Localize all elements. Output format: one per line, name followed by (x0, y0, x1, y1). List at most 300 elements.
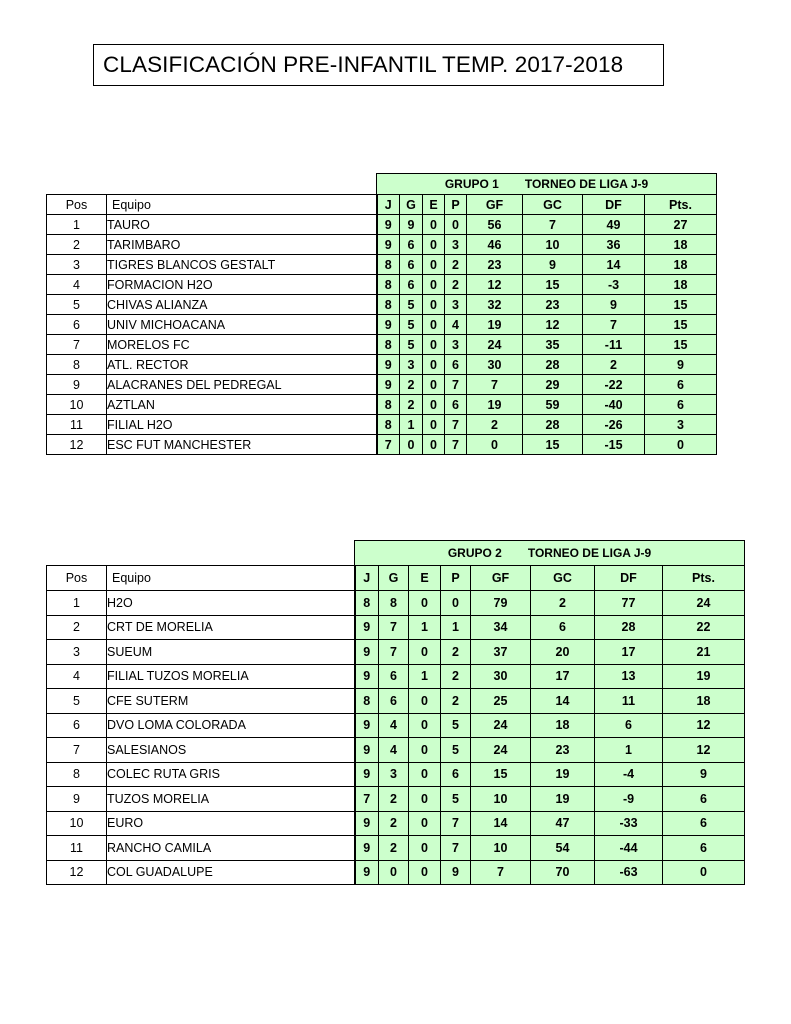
cell-g: 2 (379, 836, 409, 861)
cell-team: AZTLAN (107, 395, 377, 415)
cell-pos: 2 (47, 615, 107, 640)
table-row (47, 762, 745, 787)
cell-g: 6 (379, 689, 409, 714)
cell-j: 8 (377, 275, 400, 295)
table-row (47, 664, 745, 689)
cell-e: 0 (423, 275, 445, 295)
cell-e: 0 (423, 435, 445, 455)
cell-p: 2 (441, 689, 471, 714)
cell-e: 0 (423, 255, 445, 275)
cell-team: TIGRES BLANCOS GESTALT (107, 255, 377, 275)
cell-g: 4 (379, 713, 409, 738)
cell-team: H2O (107, 591, 355, 616)
cell-g: 5 (400, 295, 423, 315)
cell-df: -26 (583, 415, 645, 435)
cell-j: 9 (355, 664, 379, 689)
cell-g: 6 (379, 664, 409, 689)
cell-df: 13 (595, 664, 663, 689)
cell-p: 7 (445, 375, 467, 395)
cell-gf: 30 (471, 664, 531, 689)
cell-j: 9 (355, 738, 379, 763)
cell-j: 9 (355, 762, 379, 787)
cell-pts: 6 (663, 811, 745, 836)
cell-j: 9 (355, 615, 379, 640)
column-header-gc: GC (531, 566, 595, 591)
cell-j: 8 (377, 395, 400, 415)
cell-p: 7 (441, 836, 471, 861)
cell-g: 2 (400, 375, 423, 395)
cell-pos: 6 (47, 315, 107, 335)
cell-df: 36 (583, 235, 645, 255)
cell-gf: 24 (467, 335, 523, 355)
cell-pos: 10 (47, 811, 107, 836)
cell-team: TAURO (107, 215, 377, 235)
cell-df: -33 (595, 811, 663, 836)
table-row (47, 591, 745, 616)
cell-gc: 12 (523, 315, 583, 335)
cell-gc: 28 (523, 415, 583, 435)
cell-g: 7 (379, 615, 409, 640)
cell-pts: 15 (645, 295, 717, 315)
column-header-j: J (355, 566, 379, 591)
cell-gc: 2 (531, 591, 595, 616)
cell-gf: 14 (471, 811, 531, 836)
cell-team: TARIMBARO (107, 235, 377, 255)
table-row (47, 295, 717, 315)
cell-e: 0 (423, 375, 445, 395)
column-header-row (47, 566, 745, 591)
cell-j: 9 (377, 235, 400, 255)
cell-p: 0 (445, 215, 467, 235)
cell-gf: 10 (471, 836, 531, 861)
cell-df: -9 (595, 787, 663, 812)
cell-gf: 25 (471, 689, 531, 714)
cell-e: 0 (409, 860, 441, 885)
column-header-team: Equipo (107, 195, 377, 215)
cell-pts: 21 (663, 640, 745, 665)
cell-gf: 12 (467, 275, 523, 295)
cell-pts: 22 (663, 615, 745, 640)
column-header-df: DF (595, 566, 663, 591)
cell-pos: 10 (47, 395, 107, 415)
table-row (47, 435, 717, 455)
cell-gc: 70 (531, 860, 595, 885)
cell-gf: 23 (467, 255, 523, 275)
cell-p: 2 (445, 275, 467, 295)
cell-e: 0 (409, 689, 441, 714)
cell-pos: 4 (47, 664, 107, 689)
cell-pos: 9 (47, 375, 107, 395)
cell-p: 3 (445, 335, 467, 355)
cell-pos: 11 (47, 415, 107, 435)
cell-pts: 6 (645, 375, 717, 395)
cell-e: 0 (423, 215, 445, 235)
table-row (47, 713, 745, 738)
cell-gf: 7 (471, 860, 531, 885)
cell-j: 7 (355, 787, 379, 812)
cell-df: -11 (583, 335, 645, 355)
cell-j: 8 (355, 689, 379, 714)
cell-team: ATL. RECTOR (107, 355, 377, 375)
cell-gf: 2 (467, 415, 523, 435)
cell-team: TUZOS MORELIA (107, 787, 355, 812)
header-spacer (47, 541, 355, 566)
cell-pts: 18 (645, 275, 717, 295)
cell-df: 49 (583, 215, 645, 235)
cell-df: -15 (583, 435, 645, 455)
cell-df: 77 (595, 591, 663, 616)
table-row (47, 215, 717, 235)
cell-g: 4 (379, 738, 409, 763)
cell-pts: 9 (663, 762, 745, 787)
cell-j: 9 (377, 375, 400, 395)
cell-pos: 6 (47, 713, 107, 738)
column-header-row (47, 195, 717, 215)
cell-team: EURO (107, 811, 355, 836)
cell-pts: 3 (645, 415, 717, 435)
table-row (47, 811, 745, 836)
cell-p: 7 (441, 811, 471, 836)
cell-team: SALESIANOS (107, 738, 355, 763)
column-header-g: G (379, 566, 409, 591)
cell-team: RANCHO CAMILA (107, 836, 355, 861)
cell-gc: 10 (523, 235, 583, 255)
cell-pos: 8 (47, 355, 107, 375)
table-row (47, 395, 717, 415)
cell-pts: 27 (645, 215, 717, 235)
cell-j: 9 (377, 315, 400, 335)
cell-df: -40 (583, 395, 645, 415)
cell-p: 2 (445, 255, 467, 275)
cell-p: 3 (445, 235, 467, 255)
cell-team: COL GUADALUPE (107, 860, 355, 885)
group-name: GRUPO 2 (447, 546, 502, 560)
cell-pts: 15 (645, 335, 717, 355)
cell-pts: 6 (663, 836, 745, 861)
cell-gc: 23 (531, 738, 595, 763)
cell-pos: 7 (47, 335, 107, 355)
cell-pts: 12 (663, 713, 745, 738)
cell-gf: 34 (471, 615, 531, 640)
cell-team: CFE SUTERM (107, 689, 355, 714)
cell-e: 0 (409, 811, 441, 836)
group-header-row (47, 174, 717, 195)
group-header (377, 174, 717, 195)
cell-j: 8 (377, 295, 400, 315)
column-header-pts: Pts. (663, 566, 745, 591)
cell-e: 0 (409, 762, 441, 787)
cell-j: 9 (355, 640, 379, 665)
cell-pos: 5 (47, 689, 107, 714)
page-title (93, 44, 664, 86)
cell-gf: 0 (467, 435, 523, 455)
cell-j: 8 (377, 335, 400, 355)
cell-gc: 23 (523, 295, 583, 315)
cell-df: 17 (595, 640, 663, 665)
cell-gc: 6 (531, 615, 595, 640)
cell-gc: 20 (531, 640, 595, 665)
cell-e: 0 (423, 335, 445, 355)
cell-gc: 7 (523, 215, 583, 235)
cell-p: 2 (441, 640, 471, 665)
cell-gc: 47 (531, 811, 595, 836)
cell-pts: 6 (663, 787, 745, 812)
cell-pos: 11 (47, 836, 107, 861)
cell-gf: 79 (471, 591, 531, 616)
cell-j: 9 (377, 215, 400, 235)
cell-gf: 24 (471, 738, 531, 763)
group-name: GRUPO 1 (444, 177, 499, 191)
group-tournament: TORNEO DE LIGA J-9 (524, 177, 649, 191)
cell-gc: 17 (531, 664, 595, 689)
cell-gc: 9 (523, 255, 583, 275)
cell-team: MORELOS FC (107, 335, 377, 355)
cell-g: 5 (400, 315, 423, 335)
table-row (47, 235, 717, 255)
cell-pos: 12 (47, 435, 107, 455)
cell-p: 4 (445, 315, 467, 335)
cell-pts: 24 (663, 591, 745, 616)
cell-pos: 9 (47, 787, 107, 812)
column-header-pts: Pts. (645, 195, 717, 215)
cell-p: 7 (445, 415, 467, 435)
cell-pos: 5 (47, 295, 107, 315)
cell-g: 7 (379, 640, 409, 665)
cell-g: 6 (400, 235, 423, 255)
cell-j: 9 (355, 836, 379, 861)
cell-team: DVO LOMA COLORADA (107, 713, 355, 738)
cell-team: ALACRANES DEL PEDREGAL (107, 375, 377, 395)
column-header-pos: Pos (47, 195, 107, 215)
cell-pos: 1 (47, 591, 107, 616)
cell-e: 0 (423, 395, 445, 415)
cell-e: 0 (423, 235, 445, 255)
cell-pos: 8 (47, 762, 107, 787)
cell-df: -3 (583, 275, 645, 295)
cell-gf: 37 (471, 640, 531, 665)
table-row (47, 615, 745, 640)
cell-g: 3 (379, 762, 409, 787)
table-row (47, 355, 717, 375)
cell-pts: 12 (663, 738, 745, 763)
cell-pos: 1 (47, 215, 107, 235)
cell-gc: 59 (523, 395, 583, 415)
table-row (47, 275, 717, 295)
cell-g: 0 (400, 435, 423, 455)
cell-pts: 18 (645, 255, 717, 275)
cell-gc: 15 (523, 275, 583, 295)
cell-team: FILIAL H2O (107, 415, 377, 435)
cell-team: CHIVAS ALIANZA (107, 295, 377, 315)
cell-gf: 24 (471, 713, 531, 738)
cell-pts: 0 (663, 860, 745, 885)
column-header-j: J (377, 195, 400, 215)
cell-e: 0 (409, 713, 441, 738)
cell-pos: 12 (47, 860, 107, 885)
cell-e: 0 (409, 787, 441, 812)
cell-g: 9 (400, 215, 423, 235)
cell-pos: 2 (47, 235, 107, 255)
cell-j: 9 (355, 811, 379, 836)
cell-j: 8 (377, 255, 400, 275)
cell-df: 11 (595, 689, 663, 714)
cell-p: 2 (441, 664, 471, 689)
cell-pos: 3 (47, 255, 107, 275)
cell-g: 2 (379, 811, 409, 836)
cell-df: 14 (583, 255, 645, 275)
cell-e: 0 (423, 415, 445, 435)
cell-gc: 14 (531, 689, 595, 714)
cell-pos: 4 (47, 275, 107, 295)
cell-gc: 28 (523, 355, 583, 375)
cell-g: 6 (400, 275, 423, 295)
cell-gf: 7 (467, 375, 523, 395)
cell-gc: 29 (523, 375, 583, 395)
cell-df: 7 (583, 315, 645, 335)
cell-gf: 19 (467, 315, 523, 335)
cell-pts: 18 (663, 689, 745, 714)
cell-gf: 32 (467, 295, 523, 315)
cell-j: 9 (355, 860, 379, 885)
cell-gf: 15 (471, 762, 531, 787)
cell-j: 8 (355, 591, 379, 616)
cell-gc: 54 (531, 836, 595, 861)
table-row (47, 640, 745, 665)
cell-e: 1 (409, 615, 441, 640)
cell-df: -4 (595, 762, 663, 787)
table-row (47, 315, 717, 335)
column-header-g: G (400, 195, 423, 215)
cell-pts: 6 (645, 395, 717, 415)
cell-p: 5 (441, 738, 471, 763)
cell-gc: 19 (531, 762, 595, 787)
cell-gf: 19 (467, 395, 523, 415)
table-row (47, 375, 717, 395)
table-row (47, 860, 745, 885)
cell-p: 7 (445, 435, 467, 455)
group-1-rows (47, 215, 717, 455)
cell-df: -63 (595, 860, 663, 885)
column-header-df: DF (583, 195, 645, 215)
cell-e: 0 (423, 295, 445, 315)
group-2-standings-table (46, 540, 745, 885)
cell-df: 1 (595, 738, 663, 763)
table-row (47, 255, 717, 275)
cell-gc: 19 (531, 787, 595, 812)
column-header-p: P (445, 195, 467, 215)
group-1-standings-table (46, 173, 717, 455)
column-header-gf: GF (471, 566, 531, 591)
page-title-text: CLASIFICACIÓN PRE-INFANTIL TEMP. 2017-2018 (103, 52, 624, 77)
cell-gf: 56 (467, 215, 523, 235)
cell-p: 6 (441, 762, 471, 787)
cell-gf: 30 (467, 355, 523, 375)
cell-gc: 15 (523, 435, 583, 455)
cell-j: 7 (377, 435, 400, 455)
column-header-pos: Pos (47, 566, 107, 591)
cell-df: 9 (583, 295, 645, 315)
cell-g: 6 (400, 255, 423, 275)
cell-e: 0 (409, 836, 441, 861)
cell-g: 2 (379, 787, 409, 812)
cell-pts: 18 (645, 235, 717, 255)
cell-pos: 7 (47, 738, 107, 763)
cell-df: 28 (595, 615, 663, 640)
table-row (47, 415, 717, 435)
cell-gf: 10 (471, 787, 531, 812)
cell-p: 1 (441, 615, 471, 640)
cell-team: ESC FUT MANCHESTER (107, 435, 377, 455)
cell-pts: 9 (645, 355, 717, 375)
cell-e: 0 (423, 355, 445, 375)
cell-team: COLEC RUTA GRIS (107, 762, 355, 787)
group-2-rows (47, 591, 745, 885)
cell-df: 6 (595, 713, 663, 738)
cell-e: 0 (409, 738, 441, 763)
table-row (47, 787, 745, 812)
cell-g: 3 (400, 355, 423, 375)
group-header (355, 541, 745, 566)
cell-g: 5 (400, 335, 423, 355)
cell-team: FORMACION H2O (107, 275, 377, 295)
table-row (47, 689, 745, 714)
table-row (47, 738, 745, 763)
cell-p: 5 (441, 787, 471, 812)
cell-e: 1 (409, 664, 441, 689)
cell-e: 0 (423, 315, 445, 335)
cell-p: 6 (445, 355, 467, 375)
cell-df: 2 (583, 355, 645, 375)
cell-team: CRT DE MORELIA (107, 615, 355, 640)
column-header-p: P (441, 566, 471, 591)
cell-p: 5 (441, 713, 471, 738)
group-header-row (47, 541, 745, 566)
header-spacer (47, 174, 377, 195)
cell-team: SUEUM (107, 640, 355, 665)
cell-pts: 0 (645, 435, 717, 455)
cell-e: 0 (409, 591, 441, 616)
cell-p: 3 (445, 295, 467, 315)
cell-g: 1 (400, 415, 423, 435)
cell-pts: 19 (663, 664, 745, 689)
cell-g: 8 (379, 591, 409, 616)
column-header-gf: GF (467, 195, 523, 215)
cell-team: UNIV MICHOACANA (107, 315, 377, 335)
cell-pts: 15 (645, 315, 717, 335)
table-row (47, 836, 745, 861)
column-header-e: E (423, 195, 445, 215)
column-header-team: Equipo (107, 566, 355, 591)
cell-e: 0 (409, 640, 441, 665)
cell-j: 9 (355, 713, 379, 738)
cell-g: 0 (379, 860, 409, 885)
column-header-e: E (409, 566, 441, 591)
cell-j: 9 (377, 355, 400, 375)
cell-pos: 3 (47, 640, 107, 665)
cell-p: 6 (445, 395, 467, 415)
cell-p: 0 (441, 591, 471, 616)
column-header-gc: GC (523, 195, 583, 215)
table-row (47, 335, 717, 355)
cell-p: 9 (441, 860, 471, 885)
cell-team: FILIAL TUZOS MORELIA (107, 664, 355, 689)
group-tournament: TORNEO DE LIGA J-9 (527, 546, 652, 560)
cell-j: 8 (377, 415, 400, 435)
cell-df: -22 (583, 375, 645, 395)
cell-g: 2 (400, 395, 423, 415)
cell-gf: 46 (467, 235, 523, 255)
cell-gc: 35 (523, 335, 583, 355)
